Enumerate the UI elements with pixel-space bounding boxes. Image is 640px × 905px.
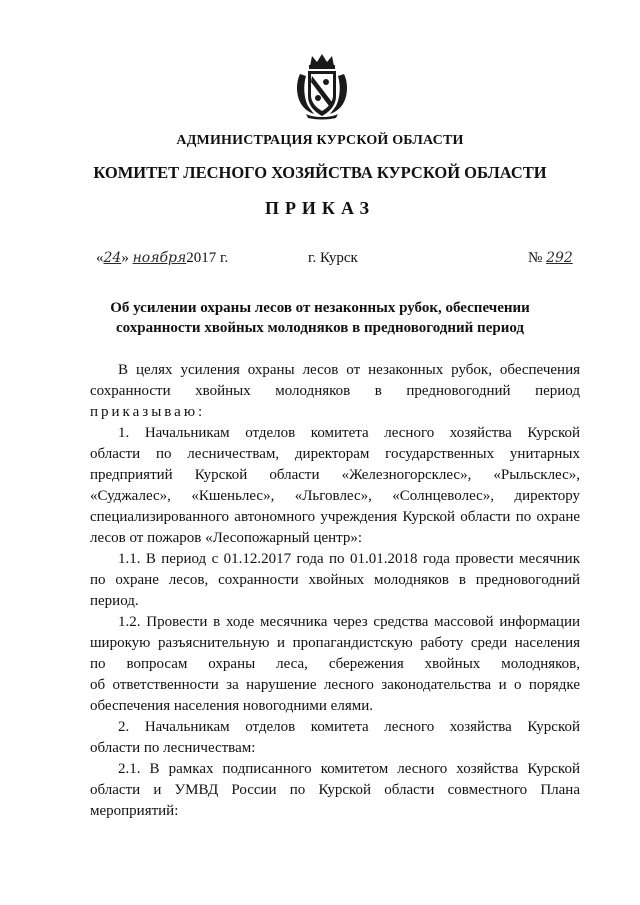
body-line: период. [90,593,139,609]
body-line: области по лесничествам: [90,740,256,756]
number-prefix: № [528,250,543,266]
number-value: 292 [546,250,573,266]
body-line: лесов от пожаров «Лесопожарный центр»: [90,530,363,546]
body-line: предприятий Курской области «Железногорсклес», «Рыльсклес», [90,467,580,483]
body-line: широкую разъяснительную и пропагандистскую работу среди населения [90,635,580,651]
date-day: 24 [103,250,122,266]
body-line: 1.1. В период с 01.12.2017 года по 01.01.2018 года провести месячник [118,551,580,567]
subject-line: Об усилении охраны лесов от незаконных рубок, обеспечении [110,300,530,316]
document-subject [90,298,550,338]
subject-line: сохранности хвойных молодняков в предновогодний период [115,320,524,336]
body-line: области и УМВД России по Курской области совместного Плана [90,782,580,798]
coat-of-arms-icon [294,52,350,120]
body-line: 1.2. Провести в ходе месячника через средства массовой информации [118,614,580,630]
body-line: об ответственности за нарушение лесного законодательства и о порядке [90,677,580,693]
body-line: 2.1. В рамках подписанного комитетом лесного хозяйства Курской [118,761,580,777]
organization-name: АДМИНИСТРАЦИЯ КУРСКОЙ ОБЛАСТИ [176,133,464,148]
body-line: 2. Начальникам отделов комитета лесного хозяйства Курской [118,719,580,735]
date-open-quote: « [96,250,104,266]
body-line: специализированного автономного учреждения Курской области по охране [90,509,580,525]
document-city: г. Курск [308,250,358,266]
date-close-quote: » [121,250,129,266]
body-line: «Суджалес», «Кшеньлес», «Льговлес», «Солнцеволес», директору [90,488,580,504]
date-year: 2017 г. [186,250,229,266]
committee-name: КОМИТЕТ ЛЕСНОГО ХОЗЯЙСТВА КУРСКОЙ ОБЛАСТИ [93,163,547,182]
document-date [96,250,228,267]
body-line: по вопросам охраны леса, сбережения хвойных молодняков, [90,656,580,672]
document-type: ПРИКАЗ [264,198,376,218]
body-line: по охране лесов, сохранности хвойных молодняков в предновогодний [90,572,580,588]
document-number [528,250,573,267]
body-line: мероприятий: [90,803,179,819]
body-line: области по лесничествам, директорам государственных унитарных [90,446,580,462]
body-line: сохранности хвойных молодняков в предновогодний период [90,383,580,399]
body-line: В целях усиления охраны лесов от незаконных рубок, обеспечения [118,362,580,378]
date-month: ноября [132,250,187,266]
body-line: приказываю: [90,404,206,420]
body-line: 1. Начальникам отделов комитета лесного хозяйства Курской [118,425,580,441]
body-line: обеспечения населения новогодними елями. [90,698,373,714]
